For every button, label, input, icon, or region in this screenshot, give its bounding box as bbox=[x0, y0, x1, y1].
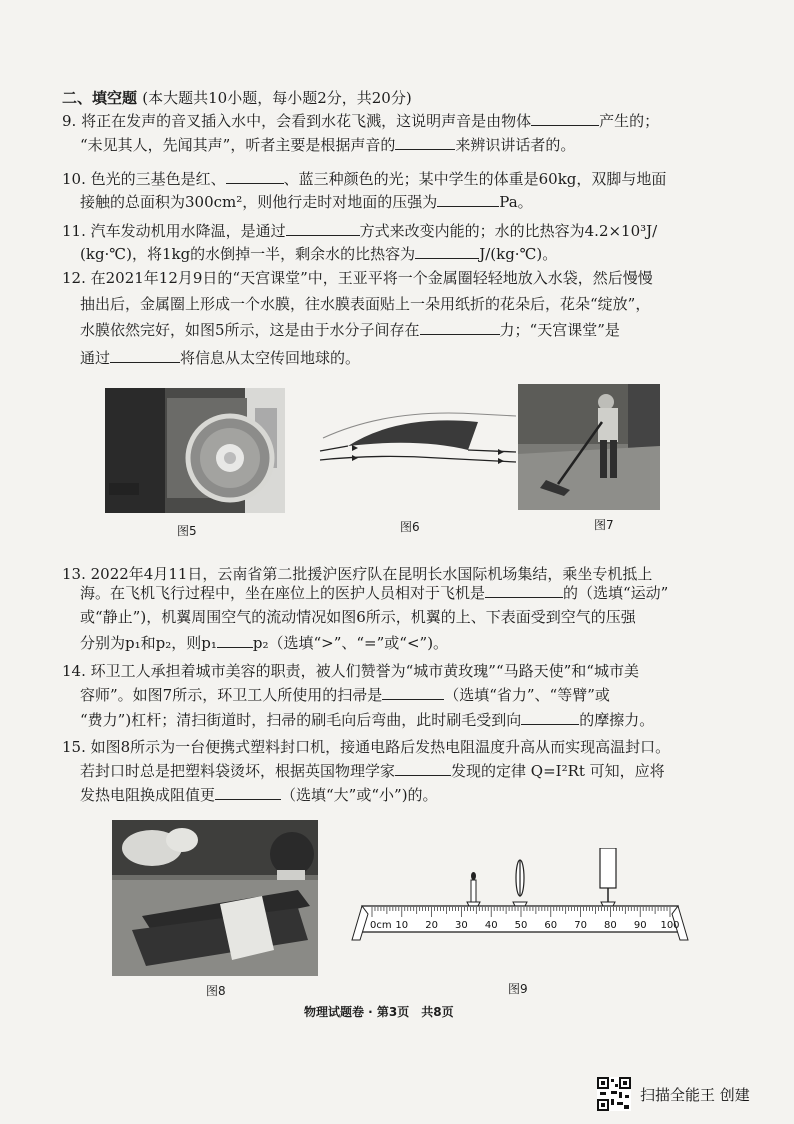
text: “未见其人，先闻其声”，听者主要是根据声音的 bbox=[80, 136, 396, 154]
text: 发热电阻换成阻值更 bbox=[80, 786, 216, 804]
candle bbox=[471, 880, 476, 902]
ruler-label: 90 bbox=[633, 920, 647, 931]
ruler-label: 30 bbox=[455, 920, 468, 931]
figure-8-photo bbox=[112, 820, 318, 976]
section-note: (本大题共10小题，每小题2分，共20分) bbox=[142, 89, 412, 107]
q13-line2 bbox=[80, 583, 668, 603]
candle-flame bbox=[471, 872, 476, 880]
q15-line1: 15. 如图8所示为一台便携式塑料封口机，接通电路后发热电阻温度升高从而实现高温封口。 bbox=[62, 738, 671, 756]
optical-bench bbox=[350, 848, 690, 948]
q13-line1: 13. 2022年4月11日，云南省第二批援沪医疗队在昆明长水国际机场集结，乘坐专机抵上 bbox=[62, 565, 653, 583]
figure-6-caption: 图6 bbox=[400, 520, 420, 534]
figure-9-caption: 图9 bbox=[508, 982, 528, 996]
answer-blank bbox=[437, 192, 499, 207]
figure-5-image bbox=[105, 388, 285, 513]
q12-line2: 抽出后，金属圈上形成一个水膜，往水膜表面贴上一朵用纸折的花朵后，花朵“绽放”， bbox=[80, 295, 651, 313]
figure-8-caption: 图8 bbox=[206, 984, 226, 998]
section-heading bbox=[62, 88, 412, 108]
figure-5-photo bbox=[105, 388, 285, 513]
answer-blank bbox=[485, 583, 563, 598]
section-title: 二、填空题 bbox=[62, 89, 138, 107]
text: 若封口时总是把塑料袋烫坏，根据英国物理学家 bbox=[80, 762, 396, 780]
q13-line3: 或“静止”)，机翼周围空气的流动情况如图6所示，机翼的上、下表面受到空气的压强 bbox=[80, 608, 636, 626]
text: 产生的； bbox=[599, 112, 660, 130]
scanner-watermark: 扫描全能王 创建 bbox=[640, 1086, 750, 1104]
q12-line3 bbox=[80, 320, 620, 340]
ruler-label: 60 bbox=[544, 920, 558, 931]
text: p₂（选填“>”、“=”或“<”)。 bbox=[252, 634, 449, 652]
q11-line2 bbox=[80, 244, 557, 264]
answer-blank bbox=[110, 348, 180, 363]
q14-line2 bbox=[80, 685, 610, 705]
q12-line4 bbox=[80, 348, 360, 368]
q9-line1 bbox=[62, 111, 659, 131]
q12-line1: 12. 在2021年12月9日的“天宫课堂”中，王亚平将一个金属圈轻轻地放入水袋，然后慢慢 bbox=[62, 269, 653, 287]
ruler-label: 40 bbox=[484, 920, 498, 931]
text: 通过 bbox=[80, 349, 111, 367]
text: “费力”)杠杆；清扫街道时，扫帚的刷毛向后弯曲，此时刷毛受到向 bbox=[80, 711, 522, 729]
figure-9-diagram bbox=[350, 848, 690, 948]
q10-line2 bbox=[80, 192, 533, 212]
ruler-label: 100 bbox=[660, 920, 680, 931]
text: 方式来改变内能的；水的比热容为4.2×10³J/ bbox=[359, 222, 658, 240]
text: 9. 将正在发声的音叉插入水中，会看到水花飞溅，这说明声音是由物体 bbox=[62, 112, 532, 130]
ruler-label: 0cm bbox=[370, 920, 392, 931]
answer-blank bbox=[415, 244, 479, 259]
answer-blank bbox=[217, 633, 253, 648]
text: (kg·℃)，将1kg的水倒掉一半，剩余水的比热容为 bbox=[80, 245, 416, 263]
figure-6-diagram bbox=[318, 408, 518, 478]
figure-7-image bbox=[518, 384, 660, 510]
q14-line3 bbox=[80, 710, 654, 730]
figure-5-caption: 图5 bbox=[177, 524, 197, 538]
ruler-label: 70 bbox=[574, 920, 587, 931]
text: 海。在飞机飞行过程中，坐在座位上的医护人员相对于飞机是 bbox=[80, 584, 486, 602]
figure-7-photo bbox=[518, 384, 660, 510]
q14-line1: 14. 环卫工人承担着城市美容的职责，被人们赞誉为“城市黄玫瑰”“马路天使”和“城市美 bbox=[62, 662, 639, 680]
text: Pa。 bbox=[499, 193, 533, 211]
text: （选填“省力”、“等臂”或 bbox=[444, 686, 610, 704]
airfoil-diagram bbox=[318, 408, 518, 478]
ruler-label: 10 bbox=[395, 920, 409, 931]
text: 的（选填“运动” bbox=[563, 584, 669, 602]
text: 来辨识讲话者的。 bbox=[455, 136, 576, 154]
text: 11. 汽车发动机用水降温，是通过 bbox=[62, 222, 286, 240]
q10-line1 bbox=[62, 169, 666, 189]
answer-blank bbox=[226, 169, 284, 184]
answer-blank bbox=[215, 785, 281, 800]
answer-blank bbox=[395, 761, 451, 776]
ruler-label: 80 bbox=[604, 920, 617, 931]
text: 分别为p₁和p₂，则p₁ bbox=[80, 634, 217, 652]
text: （选填“大”或“小”)的。 bbox=[281, 786, 438, 804]
q11-line1 bbox=[62, 221, 657, 241]
qr-code-icon bbox=[597, 1077, 631, 1111]
answer-blank bbox=[395, 135, 455, 150]
page-footer: 物理试题卷 · 第3页 共8页 bbox=[304, 1005, 454, 1019]
text: 10. 色光的三基色是红、 bbox=[62, 170, 226, 188]
text: 容师”。如图7所示，环卫工人所使用的扫帚是 bbox=[80, 686, 383, 704]
text: 力；“天宫课堂”是 bbox=[499, 321, 620, 339]
text: 的摩擦力。 bbox=[579, 711, 655, 729]
answer-blank bbox=[420, 320, 500, 335]
figure-7-caption: 图7 bbox=[594, 518, 614, 532]
q15-line3 bbox=[80, 785, 438, 805]
answer-blank bbox=[521, 710, 579, 725]
answer-blank bbox=[382, 685, 444, 700]
answer-blank bbox=[286, 221, 360, 236]
answer-blank bbox=[531, 111, 599, 126]
text: 发现的定律 Q=I²Rt 可知，应将 bbox=[451, 762, 665, 780]
figure-8-image bbox=[112, 820, 318, 976]
text: 接触的总面积为300cm²，则他行走时对地面的压强为 bbox=[80, 193, 438, 211]
q13-line4 bbox=[80, 633, 448, 653]
text: 水膜依然完好，如图5所示，这是由于水分子间存在 bbox=[80, 321, 420, 339]
ruler-label: 50 bbox=[514, 920, 528, 931]
text: 、蓝三种颜色的光；某中学生的体重是60kg，双脚与地面 bbox=[283, 170, 667, 188]
q9-line2 bbox=[80, 135, 575, 155]
light-screen bbox=[600, 848, 616, 888]
ruler-label: 20 bbox=[425, 920, 438, 931]
text: 将信息从太空传回地球的。 bbox=[180, 349, 361, 367]
q15-line2 bbox=[80, 761, 665, 781]
text: J/(kg·℃)。 bbox=[479, 245, 558, 263]
